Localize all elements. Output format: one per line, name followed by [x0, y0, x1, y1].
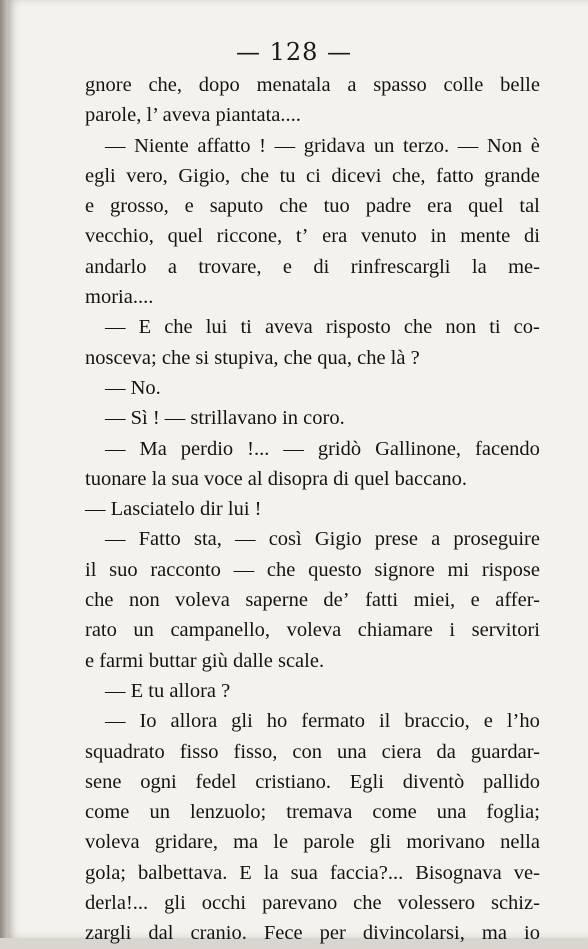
text-line: rato un campanello, voleva chiamare i servitori — [85, 619, 540, 642]
text-line: vecchio, quel riccone, t’ era venuto in mente di — [85, 225, 540, 248]
text-line: squadrato fisso fisso, con una ciera da guardar- — [85, 740, 540, 763]
text-line: zargli dal cranio. Fece per divincolarsi, ma io — [85, 922, 540, 945]
page-number: — 128 — — [235, 38, 353, 66]
text-line: egli vero, Gigio, che tu ci dicevi che, fatto grande — [85, 164, 540, 187]
text-line: — Sì ! — strillavano in coro. — [105, 407, 345, 430]
text-line: — Fatto sta, — così Gigio prese a proseguire — [105, 528, 540, 551]
body-text — [85, 70, 540, 949]
text-line: che non voleva saperne de’ fatti miei, e affer- — [85, 589, 540, 612]
text-line: moria.... — [85, 286, 154, 309]
text-line: il suo racconto — che questo signore mi rispose — [85, 558, 540, 581]
text-line: — No. — [105, 376, 161, 399]
text-line: derla!... gli occhi parevano che volessero schiz- — [85, 892, 540, 915]
text-line: e grosso, e saputo che tuo padre era quel tal — [85, 195, 540, 218]
text-line: come un lenzuolo; tremava come una foglia; — [85, 801, 540, 824]
text-line: — Ma perdio !... — gridò Gallinone, facendo — [105, 437, 540, 460]
text-line: gola; balbettava. E la sua faccia?... Bisognava ve- — [85, 861, 540, 884]
text-line: — E tu allora ? — [105, 679, 231, 702]
text-line: gnore che, dopo menatala a spasso colle belle — [85, 74, 540, 96]
text-line: — E che lui ti aveva risposto che non ti co- — [105, 316, 540, 339]
text-line: e farmi buttar giù dalle scale. — [85, 649, 325, 672]
text-line: tuonare la sua voce al disopra di quel baccano. — [85, 467, 467, 490]
text-line: voleva gridare, ma le parole gli morivano nella — [85, 831, 540, 854]
text-line: — Lasciatelo dir lui ! — [85, 498, 262, 521]
text-line: parole, l’ aveva piantata.... — [85, 104, 301, 127]
text-line: nosceva; che si stupiva, che qua, che là ? — [85, 346, 420, 369]
text-line: — Niente affatto ! — gridava un terzo. — Non è — [105, 134, 540, 157]
page-gutter — [0, 0, 8, 938]
text-line: andarlo a trovare, e di rinfrescargli la me- — [85, 255, 540, 278]
text-line: sene ogni fedel cristiano. Egli diventò pallido — [85, 770, 540, 793]
text-line: — Io allora gli ho fermato il braccio, e l’ho — [105, 710, 540, 733]
